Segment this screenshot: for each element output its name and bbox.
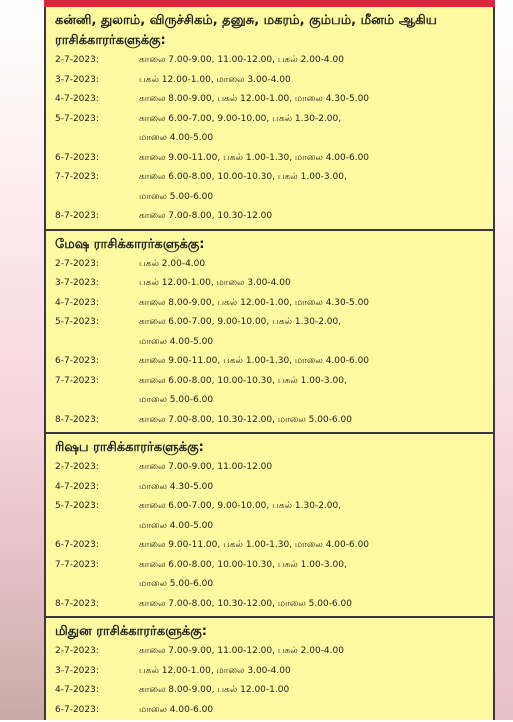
schedule-row bbox=[46, 129, 493, 149]
row-date: 3-7-2023: bbox=[55, 665, 99, 676]
schedule-row bbox=[46, 90, 493, 110]
row-date bbox=[46, 188, 139, 208]
row-date: 6-7-2023: bbox=[55, 152, 99, 163]
schedule-row bbox=[46, 536, 493, 556]
schedule-row bbox=[46, 681, 493, 701]
row-date: 2-7-2023: bbox=[55, 646, 99, 656]
row-date: 2-7-2023: bbox=[55, 462, 99, 472]
schedule-row bbox=[46, 207, 493, 227]
row-times: காலை 7.00-8.00, 10.30-12.00, மாலை 5.00-6.00 bbox=[139, 598, 352, 609]
row-times: காலை 8.00-9.00, பகல் 12.00-1.00 bbox=[139, 685, 290, 695]
background-left-decoration bbox=[0, 0, 48, 720]
row-times: பகல் 12.00-1.00, மாலை 3.00-4.00 bbox=[139, 278, 291, 288]
row-times: பகல் 12.00-1.00, மாலை 3.00-4.00 bbox=[139, 74, 291, 85]
row-date: 8-7-2023: bbox=[55, 211, 99, 221]
row-date: 6-7-2023: bbox=[55, 540, 99, 550]
row-times: மாலை 4.00-5.00 bbox=[139, 520, 214, 531]
row-times: மாலை 5.00-6.00 bbox=[139, 579, 214, 589]
row-date: 5-7-2023: bbox=[55, 317, 99, 327]
row-times: மாலை 4.30-5.00 bbox=[139, 481, 214, 492]
schedule-row bbox=[46, 313, 493, 333]
row-date: 5-7-2023: bbox=[55, 501, 99, 511]
section-heading: கன்னி, துலாம், விருச்சிகம், தனுசு, மகரம், கும்பம், மீனம் ஆகிய ராசிக்காரர்களுக்கு: bbox=[55, 13, 437, 48]
section-heading: ரிஷப ராசிக்காரர்களுக்கு: bbox=[55, 440, 204, 455]
row-times: மாலை 5.00-6.00 bbox=[139, 191, 214, 202]
row-times: பகல் 2.00-4.00 bbox=[139, 258, 206, 269]
row-times: காலை 6.00-7.00, 9.00-10.00, பகல் 1.30-2.00, bbox=[139, 317, 342, 327]
row-date: 4-7-2023: bbox=[55, 297, 99, 308]
row-times: மாலை 4.00-6.00 bbox=[139, 704, 214, 715]
schedule-row bbox=[46, 478, 493, 498]
schedule-row bbox=[46, 575, 493, 595]
schedule-row bbox=[46, 595, 493, 615]
row-date: 3-7-2023: bbox=[55, 74, 99, 85]
row-times: மாலை 5.00-6.00 bbox=[139, 395, 214, 405]
row-date: 4-7-2023: bbox=[55, 685, 99, 695]
row-date: 7-7-2023: bbox=[55, 559, 99, 570]
row-date bbox=[46, 333, 139, 353]
zodiac-section bbox=[46, 434, 493, 618]
schedule-row bbox=[46, 372, 493, 392]
row-times: காலை 8.00-9.00, பகல் 12.00-1.00, மாலை 4.30-5.00 bbox=[139, 94, 370, 104]
row-times: காலை 6.00-8.00, 10.00-10.30, பகல் 1.00-3.00, bbox=[139, 559, 347, 570]
schedule-row bbox=[46, 255, 493, 275]
schedule-row bbox=[46, 642, 493, 662]
row-date bbox=[46, 517, 139, 537]
zodiac-section bbox=[46, 7, 493, 231]
schedule-row bbox=[46, 352, 493, 372]
section-heading: மிதுன ராசிக்காரர்களுக்கு: bbox=[55, 624, 207, 639]
row-date: 6-7-2023: bbox=[55, 356, 99, 366]
section-heading: மேஷ ராசிக்காரர்களுக்கு: bbox=[55, 236, 205, 252]
row-date: 6-7-2023: bbox=[55, 704, 99, 715]
row-date: 4-7-2023: bbox=[55, 94, 99, 104]
row-times: காலை 6.00-8.00, 10.00-10.30, பகல் 1.00-3.00, bbox=[139, 172, 347, 182]
schedule-row bbox=[46, 294, 493, 314]
row-date: 8-7-2023: bbox=[55, 414, 99, 425]
row-times: மாலை 4.00-5.00 bbox=[139, 336, 214, 347]
row-date bbox=[46, 575, 139, 595]
row-date: 2-7-2023: bbox=[55, 55, 99, 65]
row-date: 2-7-2023: bbox=[55, 258, 99, 269]
schedule-row bbox=[46, 168, 493, 188]
row-times: காலை 8.00-9.00, பகல் 12.00-1.00, மாலை 4.30-5.00 bbox=[139, 297, 370, 308]
row-date: 4-7-2023: bbox=[55, 481, 99, 492]
row-times: காலை 7.00-9.00, 11.00-12.00 bbox=[139, 462, 273, 472]
schedule-row bbox=[46, 51, 493, 71]
schedule-row bbox=[46, 71, 493, 91]
row-times: காலை 9.00-11.00, பகல் 1.00-1.30, மாலை 4.00-6.00 bbox=[139, 540, 370, 550]
schedule-panel bbox=[44, 7, 495, 720]
schedule-row bbox=[46, 149, 493, 169]
schedule-row bbox=[46, 458, 493, 478]
row-times: காலை 6.00-7.00, 9.00-10.00, பகல் 1.30-2.00, bbox=[139, 501, 342, 511]
row-date bbox=[46, 129, 139, 149]
schedule-row bbox=[46, 411, 493, 431]
schedule-row bbox=[46, 497, 493, 517]
row-date: 8-7-2023: bbox=[55, 598, 99, 609]
top-red-bar bbox=[44, 0, 495, 7]
row-date: 7-7-2023: bbox=[55, 172, 99, 182]
schedule-row bbox=[46, 391, 493, 411]
schedule-row bbox=[46, 701, 493, 721]
row-times: பகல் 12.00-1.00, மாலை 3.00-4.00 bbox=[139, 665, 291, 676]
row-times: காலை 6.00-8.00, 10.00-10.30, பகல் 1.00-3.00, bbox=[139, 375, 347, 386]
zodiac-section bbox=[46, 231, 493, 435]
schedule-row bbox=[46, 517, 493, 537]
zodiac-section bbox=[46, 618, 493, 722]
row-date: 5-7-2023: bbox=[55, 113, 99, 124]
row-times: காலை 9.00-11.00, பகல் 1.00-1.30, மாலை 4.00-6.00 bbox=[139, 356, 370, 366]
schedule-row bbox=[46, 110, 493, 130]
row-date bbox=[46, 391, 139, 411]
schedule-row bbox=[46, 333, 493, 353]
schedule-row bbox=[46, 662, 493, 682]
row-date: 3-7-2023: bbox=[55, 278, 99, 288]
row-times: காலை 6.00-7.00, 9.00-10.00, பகல் 1.30-2.00, bbox=[139, 113, 342, 124]
row-times: காலை 9.00-11.00, பகல் 1.00-1.30, மாலை 4.00-6.00 bbox=[139, 152, 370, 163]
schedule-row bbox=[46, 188, 493, 208]
row-times: காலை 7.00-8.00, 10.30-12.00, மாலை 5.00-6.00 bbox=[139, 414, 352, 425]
row-times: மாலை 4.00-5.00 bbox=[139, 133, 214, 143]
row-times: காலை 7.00-9.00, 11.00-12.00, பகல் 2.00-4.00 bbox=[139, 646, 344, 656]
row-times: காலை 7.00-9.00, 11.00-12.00, பகல் 2.00-4.00 bbox=[139, 55, 344, 65]
row-date: 7-7-2023: bbox=[55, 375, 99, 386]
row-times: காலை 7.00-8.00, 10.30-12.00 bbox=[139, 211, 273, 221]
schedule-row bbox=[46, 274, 493, 294]
schedule-row bbox=[46, 556, 493, 576]
